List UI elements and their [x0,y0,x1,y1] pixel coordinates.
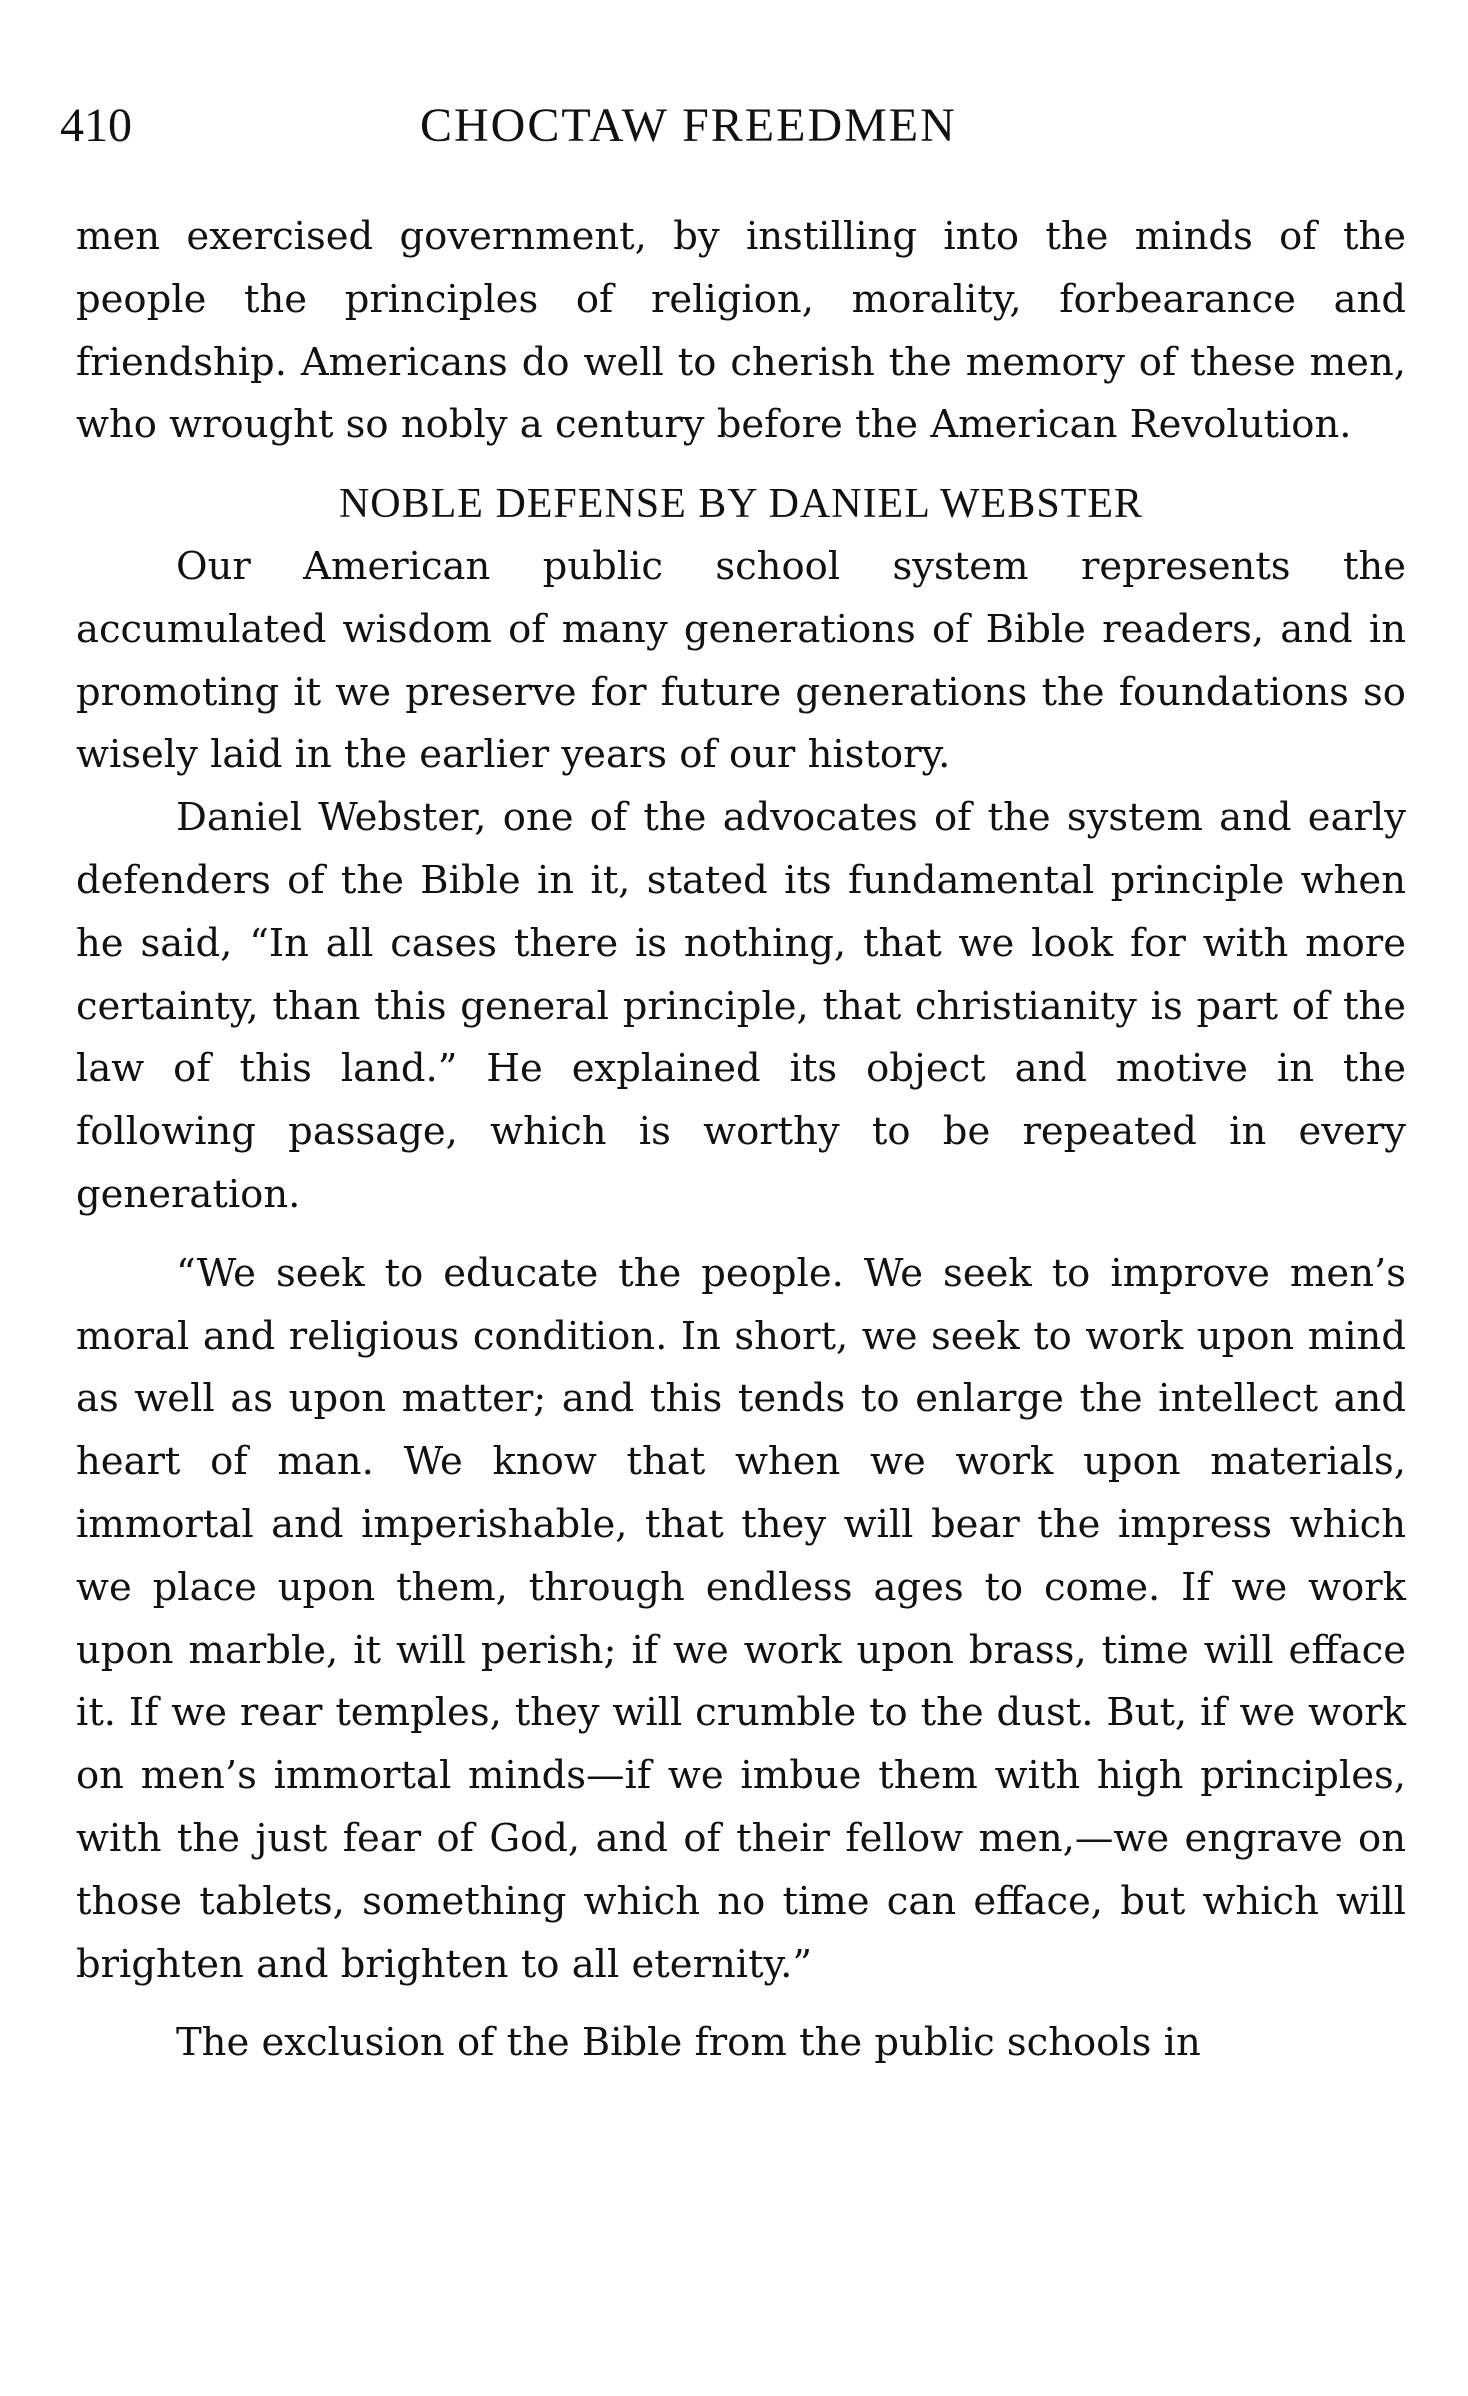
page-number: 410 [60,99,132,152]
paragraph-continuation: men exercised government, by instilling into the minds of the people the principles of religion, morality, forbearance and friendship. Americans do well to cherish the memory of these men, who wrought so nobly a century before the American Revolution. [76,214,1406,448]
section-heading: NOBLE DEFENSE BY DANIEL WEBSTER [338,481,1144,528]
running-head [60,96,1370,156]
paragraph-exclusion: The exclusion of the Bible from the public schools in [176,2020,1201,2066]
body-text [76,206,1406,2075]
running-title: CHOCTAW FREEDMEN [420,99,957,152]
paragraph-webster: Daniel Webster, one of the advocates of the system and early defenders of the Bible in it, stated its fundamental principle when he said, “In all cases there is nothing, that we look for with more certainty, than this general principle, that christianity is part of the law of this land.” He explained its object and motive in the following passage, which is worthy to be repeated in every generation. [76,795,1406,1217]
paragraph-quotation: “We seek to educate the people. We seek to improve men’s moral and religious condition. In short, we seek to work upon mind as well as upon matter; and this tends to enlarge the intellect and heart of man. We know that when we work upon materials, immortal and imperishable, that they will bear the impress which we place upon them, through endless ages to come. If we work upon marble, it will perish; if we work upon brass, time will efface it. If we rear temples, they will crumble to the dust. But, if we work on men’s immortal minds—if we imbue them with high principles, with the just fear of God, and of their fellow men,—we engrave on those tablets, something which no time can efface, but which will brighten and brighten to all eternity.” [76,1250,1406,1987]
paragraph-school-system: Our American public school system represents the accumulated wisdom of many generations of Bible readers, and in promoting it we preserve for future generations the foundations so wisely laid in the earlier years of our history. [76,543,1406,778]
